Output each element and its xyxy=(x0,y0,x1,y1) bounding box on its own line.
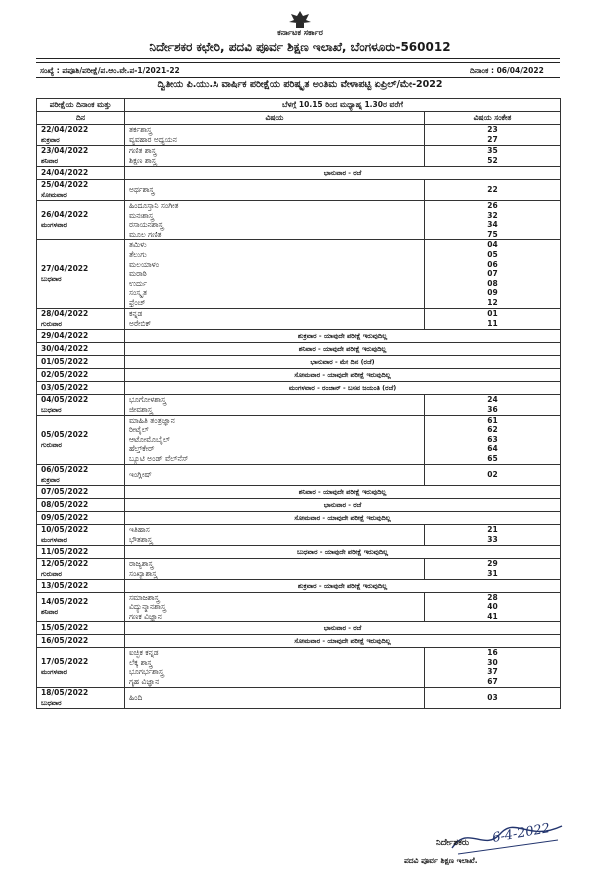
no-exam-note: ಭಾನುವಾರ - ರಜೆ xyxy=(125,498,561,511)
exam-date: 06/05/2022 xyxy=(41,464,89,474)
exam-timetable xyxy=(36,98,561,709)
subject-cell xyxy=(125,125,425,146)
exam-date-cell xyxy=(37,592,125,622)
subject-name: ಗಣಿತ ಶಾಸ್ತ್ರ xyxy=(129,146,157,156)
subject-code-cell xyxy=(425,592,561,622)
exam-date: 28/04/2022 xyxy=(41,308,89,318)
no-exam-note: ಶುಕ್ರವಾರ - ಯಾವುದೇ ಪರೀಕ್ಷೆ ಇರುವುದಿಲ್ಲ xyxy=(125,329,561,342)
subject-code: 24 xyxy=(487,394,498,404)
issue-date: ದಿನಾಂಕ : 06/04/2022 xyxy=(470,66,544,75)
subject-code-cell xyxy=(425,394,561,415)
subject-name: ತಮಿಳು xyxy=(129,240,147,250)
exam-date-cell xyxy=(37,125,125,146)
subject-code: 02 xyxy=(487,469,498,479)
exam-weekday: ಶನಿವಾರ xyxy=(41,607,59,616)
exam-date-cell xyxy=(37,622,125,635)
exam-date-cell xyxy=(37,342,125,355)
exam-date: 16/05/2022 xyxy=(41,636,89,646)
table-row xyxy=(37,635,561,648)
subject-code: 09 xyxy=(487,288,498,298)
table-row xyxy=(37,511,561,524)
exam-date: 26/04/2022 xyxy=(41,210,89,220)
subject-code: 40 xyxy=(487,602,498,612)
no-exam-note: ಸೋಮವಾರ - ಯಾವುದೇ ಪರೀಕ್ಷೆ ಇರುವುದಿಲ್ಲ xyxy=(125,511,561,524)
exam-date-cell xyxy=(37,240,125,308)
no-exam-note: ಶನಿವಾರ - ಯಾವುದೇ ಪರೀಕ್ಷೆ ಇರುವುದಿಲ್ಲ xyxy=(125,342,561,355)
table-row xyxy=(37,485,561,498)
exam-weekday: ಶನಿವಾರ xyxy=(41,157,59,165)
subject-name: ಶಿಕ್ಷಣ ಶಾಸ್ತ್ರ xyxy=(129,156,157,165)
table-row xyxy=(37,308,561,329)
subject-code: 16 xyxy=(487,648,498,658)
exam-date-cell xyxy=(37,635,125,648)
subject-code: 52 xyxy=(487,156,498,165)
exam-date-cell xyxy=(37,464,125,485)
exam-date-cell xyxy=(37,368,125,381)
no-exam-note: ಸೋಮವಾರ - ಯಾವುದೇ ಪರೀಕ್ಷೆ ಇರುವುದಿಲ್ಲ xyxy=(125,635,561,648)
subject-code: 30 xyxy=(487,657,498,667)
subject-code-cell xyxy=(425,240,561,308)
table-row xyxy=(37,648,561,687)
subject-cell xyxy=(125,592,425,622)
col-day-header: ದಿನ xyxy=(37,112,125,125)
subject-code: 01 xyxy=(487,308,498,318)
table-row xyxy=(37,167,561,180)
exam-weekday: ಬುಧವಾರ xyxy=(41,698,62,707)
subject-name: ಹಿಂದೂಸ್ತಾನಿ ಸಂಗೀತ xyxy=(129,201,179,210)
subject-code: 26 xyxy=(487,201,498,210)
subject-name: ಸಮಾಜಶಾಸ್ತ್ರ xyxy=(129,592,160,602)
subject-cell xyxy=(125,146,425,167)
table-row xyxy=(37,558,561,579)
exam-date: 18/05/2022 xyxy=(41,687,89,697)
exam-date-cell xyxy=(37,394,125,415)
subject-name: ರೀಟೈಲ್ xyxy=(129,425,149,435)
reference-number: ಸಂಖ್ಯೆ : ಪಪೂಶಿ/ಪರೀಕ್ಷೆ/ಪ.ಆಂ.ವೇ.ಪ-1/2021-22 xyxy=(40,66,180,75)
exam-date: 30/04/2022 xyxy=(41,343,89,353)
exam-date-cell xyxy=(37,415,125,464)
no-exam-note: ಶನಿವಾರ - ಯಾವುದೇ ಪರೀಕ್ಷೆ ಇರುವುದಿಲ್ಲ xyxy=(125,485,561,498)
subject-code: 23 xyxy=(487,125,498,135)
subject-code-cell xyxy=(425,180,561,201)
exam-date-cell xyxy=(37,485,125,498)
subject-code-cell xyxy=(425,648,561,687)
table-row xyxy=(37,579,561,592)
subject-name: ಕನ್ನಡ xyxy=(129,308,143,318)
subject-cell xyxy=(125,415,425,464)
subject-cell xyxy=(125,394,425,415)
subject-code: 62 xyxy=(487,425,498,435)
no-exam-note: ಸೋಮವಾರ - ಯಾವುದೇ ಪರೀಕ್ಷೆ ಇರುವುದಿಲ್ಲ xyxy=(125,368,561,381)
exam-date-cell xyxy=(37,545,125,558)
subject-code: 05 xyxy=(487,249,498,259)
subject-name: ಭೂಗರ್ಭಶಾಸ್ತ್ರ xyxy=(129,667,164,677)
subject-name: ಗೃಹ ವಿಜ್ಞಾನ xyxy=(129,677,160,687)
exam-weekday: ಬುಧವಾರ xyxy=(41,274,62,283)
subject-name: ಗಣಕ ವಿಜ್ಞಾನ xyxy=(129,611,162,621)
subject-cell xyxy=(125,240,425,308)
exam-date: 03/05/2022 xyxy=(41,382,89,392)
exam-date: 13/05/2022 xyxy=(41,580,89,590)
subject-cell xyxy=(125,180,425,201)
table-row xyxy=(37,381,561,394)
table-header-row-2 xyxy=(37,112,561,125)
subject-name: ಮಲಯಾಳಂ xyxy=(129,259,160,269)
exam-date: 09/05/2022 xyxy=(41,512,89,522)
subject-cell xyxy=(125,308,425,329)
exam-date-cell xyxy=(37,308,125,329)
subject-code: 28 xyxy=(487,592,498,602)
subject-name: ಉರ್ದು xyxy=(129,278,148,288)
karnataka-emblem-icon xyxy=(285,9,315,29)
subject-name: ಲೆಕ್ಕ ಶಾಸ್ತ್ರ xyxy=(129,657,153,667)
table-row xyxy=(37,687,561,708)
subject-name: ಹೆಲ್ತ್‌ಕೇರ್ xyxy=(129,444,155,454)
exam-weekday: ಗುರುವಾರ xyxy=(41,319,62,328)
exam-weekday: ಬುಧವಾರ xyxy=(41,405,62,414)
exam-date-cell xyxy=(37,558,125,579)
exam-date: 12/05/2022 xyxy=(41,558,89,568)
exam-date: 24/04/2022 xyxy=(41,168,89,177)
document-subject: ದ್ವಿತೀಯ ಪಿ.ಯು.ಸಿ ವಾರ್ಷಿಕ ಪರೀಕ್ಷೆಯ ಪರಿಷ್ಕೃತ ಅಂತಿಮ ವೇಳಾಪಟ್ಟಿ ಏಪ್ರಿಲ್/ಮೇ-2022 xyxy=(157,79,443,90)
subject-code: 21 xyxy=(487,524,498,534)
subject-name: ಮನಃಶಾಸ್ತ್ರ xyxy=(129,210,154,220)
subject-code-cell xyxy=(425,464,561,485)
table-row xyxy=(37,368,561,381)
exam-date-cell xyxy=(37,648,125,687)
exam-weekday: ಗುರುವಾರ xyxy=(41,440,62,449)
no-exam-note: ಮಂಗಳವಾರ - ರಂಜಾನ್ - ಬಸವ ಜಯಂತಿ (ರಜೆ) xyxy=(125,381,561,394)
subject-name: ಸಂಸ್ಕೃತ xyxy=(129,288,148,298)
exam-date-cell xyxy=(37,524,125,545)
table-row xyxy=(37,464,561,485)
header-divider-2 xyxy=(36,62,560,63)
subject-name: ಅರೇಬಿಕ್ xyxy=(129,318,152,328)
subject-code: 03 xyxy=(487,692,498,702)
subject-name: ವಿದ್ಯುನ್ಮಾನಶಾಸ್ತ್ರ xyxy=(129,602,166,612)
exam-date: 08/05/2022 xyxy=(41,499,89,509)
exam-date-cell xyxy=(37,201,125,240)
exam-date: 17/05/2022 xyxy=(41,657,89,667)
no-exam-note: ಶುಕ್ರವಾರ - ಯಾವುದೇ ಪರೀಕ್ಷೆ ಇರುವುದಿಲ್ಲ xyxy=(125,579,561,592)
exam-date-cell xyxy=(37,355,125,368)
table-row xyxy=(37,545,561,558)
subject-name: ಫ್ರೆಂಚ್ xyxy=(129,297,146,307)
subject-code: 07 xyxy=(487,269,498,279)
exam-weekday: ಶುಕ್ರವಾರ xyxy=(41,475,60,484)
subject-cell xyxy=(125,201,425,240)
no-exam-note: ಭಾನುವಾರ - ರಜೆ xyxy=(125,622,561,635)
subject-name: ವ್ಯವಹಾರ ಅಧ್ಯಯನ xyxy=(129,135,177,144)
exam-date-cell xyxy=(37,180,125,201)
exam-date: 25/04/2022 xyxy=(41,180,89,189)
subject-code: 37 xyxy=(487,667,498,677)
subject-name: ಇತಿಹಾಸ xyxy=(129,524,150,534)
exam-date-cell xyxy=(37,687,125,708)
table-row xyxy=(37,329,561,342)
subject-name: ತೆಲುಗು xyxy=(129,249,147,259)
subject-code: 11 xyxy=(487,318,498,328)
exam-date: 02/05/2022 xyxy=(41,369,89,379)
no-exam-note: ಭಾನುವಾರ - ಮೇ ದಿನ (ರಜೆ) xyxy=(125,355,561,368)
table-row xyxy=(37,180,561,201)
subject-name: ಭೌತಶಾಸ್ತ್ರ xyxy=(129,534,153,544)
subject-name: ಹಿಂದಿ xyxy=(129,692,143,702)
subject-code-cell xyxy=(425,524,561,545)
subject-code-cell xyxy=(425,687,561,708)
table-row xyxy=(37,524,561,545)
exam-date-cell xyxy=(37,498,125,511)
no-exam-note: ಬುಧವಾರ - ಯಾವುದೇ ಪರೀಕ್ಷೆ ಇರುವುದಿಲ್ಲ xyxy=(125,545,561,558)
subject-code: 31 xyxy=(487,568,498,578)
subject-code: 33 xyxy=(487,534,498,544)
header-divider xyxy=(36,58,560,59)
subject-code-cell xyxy=(425,558,561,579)
exam-date: 23/04/2022 xyxy=(41,146,89,155)
exam-date: 27/04/2022 xyxy=(41,263,89,273)
subject-code: 63 xyxy=(487,434,498,444)
subject-name: ಮೂಲ ಗಣಿತ xyxy=(129,229,162,239)
exam-weekday: ಗುರುವಾರ xyxy=(41,569,62,578)
subject-code: 06 xyxy=(487,259,498,269)
exam-date: 22/04/2022 xyxy=(41,125,89,134)
subject-code: 08 xyxy=(487,278,498,288)
subject-code: 32 xyxy=(487,210,498,220)
no-exam-note: ಭಾನುವಾರ - ರಜೆ xyxy=(125,167,561,180)
table-header-row xyxy=(37,99,561,112)
exam-date: 15/05/2022 xyxy=(41,623,89,633)
exam-weekday: ಮಂಗಳವಾರ xyxy=(41,221,68,230)
exam-date: 10/05/2022 xyxy=(41,524,89,534)
subject-name: ಸಂಖ್ಯಾಶಾಸ್ತ್ರ xyxy=(129,568,158,578)
table-row xyxy=(37,415,561,464)
subject-code: 22 xyxy=(487,185,498,195)
table-row xyxy=(37,498,561,511)
exam-date: 14/05/2022 xyxy=(41,596,89,606)
reference-divider xyxy=(36,77,560,78)
subject-name: ಆಟೋಮೊಬೈಲ್ xyxy=(129,434,170,444)
exam-date-cell xyxy=(37,511,125,524)
subject-code-cell xyxy=(425,146,561,167)
subject-cell xyxy=(125,648,425,687)
subject-code: 65 xyxy=(487,453,498,463)
subject-code: 36 xyxy=(487,404,498,414)
table-row xyxy=(37,622,561,635)
subject-code-cell xyxy=(425,308,561,329)
subject-code: 04 xyxy=(487,240,498,250)
subject-code-cell xyxy=(425,201,561,240)
table-row xyxy=(37,342,561,355)
exam-date-cell xyxy=(37,146,125,167)
exam-date: 04/05/2022 xyxy=(41,394,89,404)
signature-date: 6-4-2022 xyxy=(491,821,552,846)
subject-cell xyxy=(125,687,425,708)
subject-code: 12 xyxy=(487,297,498,307)
exam-weekday: ಸೋಮವಾರ xyxy=(41,191,67,199)
subject-cell xyxy=(125,558,425,579)
office-name: ನಿರ್ದೇಶಕರ ಕಛೇರಿ, ಪದವಿ ಪೂರ್ವ ಶಿಕ್ಷಣ ಇಲಾಖೆ, ಬೆಂಗಳೂರು-560012 xyxy=(149,40,451,54)
exam-date-cell xyxy=(37,167,125,180)
subject-name: ಜೀವಶಾಸ್ತ್ರ xyxy=(129,404,153,414)
subject-code: 35 xyxy=(487,146,498,156)
table-row xyxy=(37,592,561,622)
table-row xyxy=(37,355,561,368)
government-name: ಕರ್ನಾಟಕ ಸರ್ಕಾರ xyxy=(277,28,323,37)
table-row xyxy=(37,201,561,240)
subject-code: 64 xyxy=(487,444,498,454)
col-date-header: ಪರೀಕ್ಷೆಯ ದಿನಾಂಕ ಮತ್ತು xyxy=(37,99,125,112)
signatory-title: ಪದವಿ ಪೂರ್ವ ಶಿಕ್ಷಣ ಇಲಾಖೆ. xyxy=(404,856,478,865)
table-row xyxy=(37,146,561,167)
subject-name: ಮಾಹಿತಿ ತಂತ್ರಜ್ಞಾನ xyxy=(129,415,175,425)
table-row xyxy=(37,394,561,415)
exam-date: 05/05/2022 xyxy=(41,429,89,439)
subject-name: ಇಂಗ್ಲೀಷ್ xyxy=(129,469,152,479)
table-row xyxy=(37,125,561,146)
subject-code: 61 xyxy=(487,415,498,425)
exam-time-header: ಬೆಳಗ್ಗೆ 10.15 ರಿಂದ ಮಧ್ಯಾಹ್ನ 1.30ರ ವರೆಗೆ xyxy=(125,99,561,112)
table-row xyxy=(37,240,561,308)
signatory-name: ನಿರ್ದೇಶಕರು xyxy=(436,838,470,848)
subject-code: 41 xyxy=(487,611,498,621)
subject-name: ರಾಜ್ಯಶಾಸ್ತ್ರ xyxy=(129,558,154,568)
subject-code: 34 xyxy=(487,220,498,230)
exam-date: 29/04/2022 xyxy=(41,330,89,340)
col-subject-header: ವಿಷಯ xyxy=(125,112,425,125)
exam-date-cell xyxy=(37,381,125,394)
subject-cell xyxy=(125,524,425,545)
exam-date: 01/05/2022 xyxy=(41,356,89,366)
subject-name: ಮರಾಠಿ xyxy=(129,269,147,279)
col-code-header: ವಿಷಯ ಸಂಕೇತ xyxy=(425,112,561,125)
subject-name: ಬ್ಯೂಟಿ ಅಂಡ್ ವೆಲ್‌ನೆಸ್ xyxy=(129,453,189,463)
exam-date: 11/05/2022 xyxy=(41,546,89,556)
exam-weekday: ಮಂಗಳವಾರ xyxy=(41,668,68,677)
subject-name: ಭೂಗೋಳಶಾಸ್ತ್ರ xyxy=(129,394,166,404)
subject-name: ಅರ್ಥಶಾಸ್ತ್ರ xyxy=(129,185,155,195)
subject-code: 29 xyxy=(487,558,498,568)
subject-code: 75 xyxy=(487,229,498,239)
exam-date: 07/05/2022 xyxy=(41,486,89,496)
subject-name: ತರ್ಕಶಾಸ್ತ್ರ xyxy=(129,125,152,135)
subject-code: 67 xyxy=(487,677,498,687)
exam-weekday: ಮಂಗಳವಾರ xyxy=(41,535,68,544)
subject-name: ಐಚ್ಛಿಕ ಕನ್ನಡ xyxy=(129,648,159,658)
exam-date-cell xyxy=(37,579,125,592)
subject-code-cell xyxy=(425,415,561,464)
exam-weekday: ಶುಕ್ರವಾರ xyxy=(41,136,60,144)
subject-code: 27 xyxy=(487,135,498,144)
subject-code-cell xyxy=(425,125,561,146)
subject-cell xyxy=(125,464,425,485)
subject-name: ರಸಾಯನಶಾಸ್ತ್ರ xyxy=(129,220,164,230)
exam-date-cell xyxy=(37,329,125,342)
